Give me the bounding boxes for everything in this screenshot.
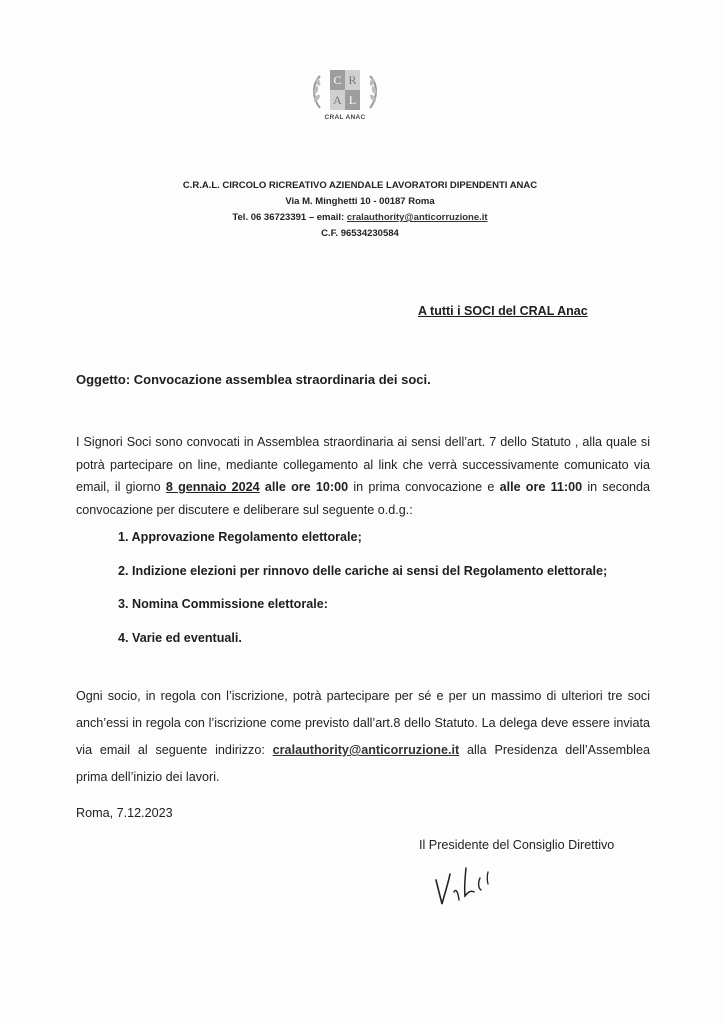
logo-letter-l: L xyxy=(348,93,357,107)
subject-line: Oggetto: Convocazione assemblea straordinaria dei soci. xyxy=(76,372,431,387)
agenda-item: 4. Varie ed eventuali. xyxy=(118,630,242,645)
agenda-item: 2. Indizione elezioni per rinnovo delle cariche ai sensi del Regolamento elettorale; xyxy=(118,563,608,578)
delegation-paragraph xyxy=(76,683,650,791)
signatory-title: Il Presidente del Consiglio Direttivo xyxy=(419,838,615,852)
logo-letter-r: R xyxy=(348,73,357,87)
delegation-text-2: alla Presidenza dell’Assemblea prima dell’inizio dei lavori. xyxy=(76,743,650,784)
logo-letter-c: C xyxy=(333,73,342,87)
cral-emblem-icon xyxy=(306,68,384,116)
cral-logo xyxy=(306,68,384,128)
fiscal-code: C.F. 96534230584 xyxy=(321,228,399,239)
organization-address: Via M. Minghetti 10 - 00187 Roma xyxy=(285,196,435,207)
meeting-date: 8 gennaio 2024 xyxy=(165,480,260,494)
handwritten-signature xyxy=(432,862,542,912)
organization-contacts xyxy=(140,210,580,226)
place-date: Roma, 7.12.2023 xyxy=(76,806,173,820)
first-call-time: alle ore 10:00 xyxy=(259,480,349,494)
logo-letter-a: A xyxy=(333,93,342,107)
recipient-line: A tutti i SOCI del CRAL Anac xyxy=(418,304,588,318)
phone-text: Tel. 06 36723391 – email: xyxy=(232,212,347,223)
letterhead-email-link[interactable]: cralauthority@anticorruzione.it xyxy=(346,212,488,223)
convocation-text-3: in seconda convocazione per discutere e deliberare sul seguente o.d.g.: xyxy=(76,480,651,517)
agenda-item: 3. Nomina Commissione elettorale: xyxy=(118,597,328,611)
agenda-item: 1. Approvazione Regolamento elettorale; xyxy=(118,530,362,544)
convocation-text-2: in prima convocazione e xyxy=(348,480,500,494)
second-call-time: alle ore 11:00 xyxy=(499,480,583,494)
logo-caption: CRAL ANAC xyxy=(324,114,366,121)
letterhead xyxy=(140,178,580,242)
agenda-list xyxy=(118,529,607,663)
delegation-text-1: Ogni socio, in regola con l’iscrizione, potrà partecipare per sé e per un massimo di ulteriori tre soci anch’essi in regola con l’iscrizione come previsto dall’art.8 dello Statuto. La delega deve essere inviata via email al seguente indirizzo: xyxy=(76,689,650,757)
convocation-paragraph xyxy=(76,431,650,521)
organization-name: C.R.A.L. CIRCOLO RICREATIVO AZIENDALE LAVORATORI DIPENDENTI ANAC xyxy=(182,180,538,191)
delegation-email-link[interactable]: cralauthority@anticorruzione.it xyxy=(272,743,460,757)
convocation-text-1: I Signori Soci sono convocati in Assemblea straordinaria ai sensi dell’art. 7 dello Statuto , alla quale si potrà partecipare on line, mediante collegamento al link che verrà successivamente comunicato via email, il giorno xyxy=(76,435,650,494)
